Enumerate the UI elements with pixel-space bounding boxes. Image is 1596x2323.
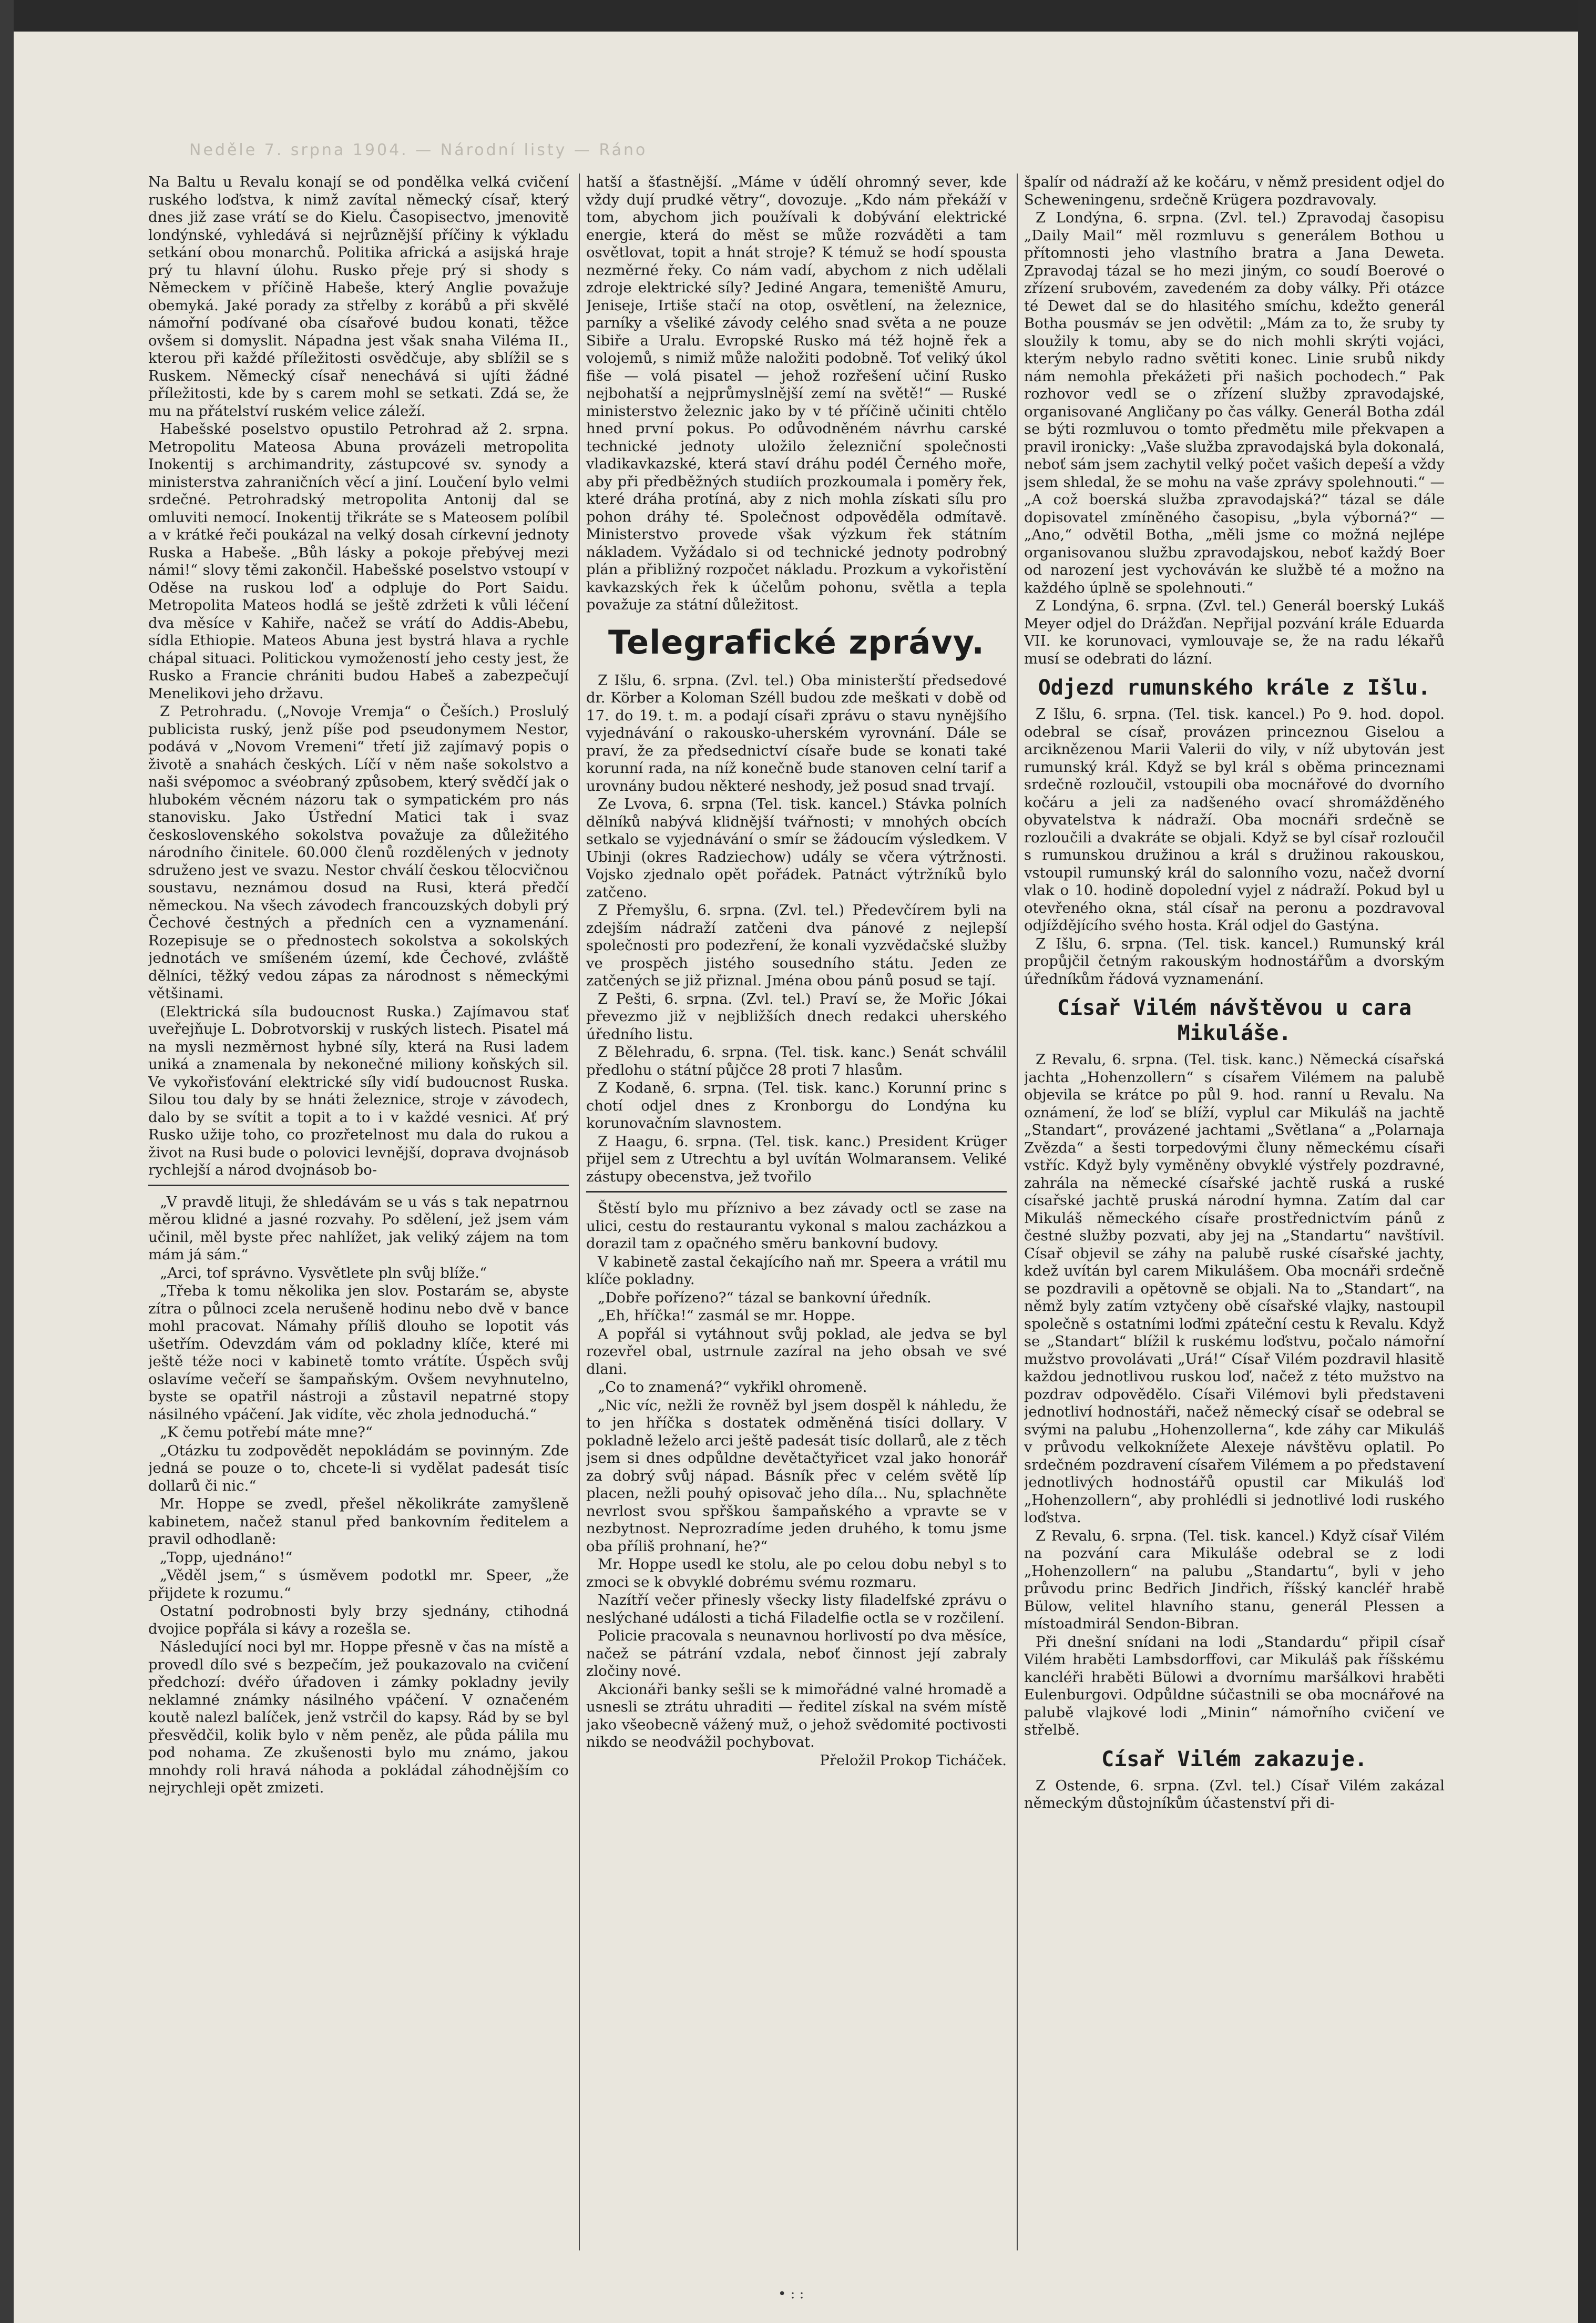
article-paragraph: „Dobře pořízeno?“ tázal se bankovní úředník. [598,1289,932,1306]
column-rule-right [1017,174,1018,2250]
article-paragraph: Následující noci byl mr. Hoppe přesně v čas na místě a provedl dílo své s bezpečím, jež poukazovalo na cvičení předchozí: dvéřo úřadoven i zámky pokladny jevily neklamné známky násilného vpáčení. V označeném koutě nalezl balíček, jenž vstrčil do kapsy. Rád by se byl přesvědčil, kolik bylo v něm peněz, ale půda pálila mu pod nohama. Ze zkušenosti bylo mu známo, jakou mnohdy roli hravá náhoda a pokládal záhodnějším co nejrychleji opět zmizeti. [148,1638,569,1796]
article-paragraph: Z Londýna, 6. srpna. (Zvl. tel.) Generál boerský Lukáš Meyer odjel do Drážďan. Nepřijal pozvání krále Eduarda VII. ke korunovaci, vymlouvaje se, že na radu lékařů musí se odebrati do lázní. [1024,597,1445,667]
bleed-through-header: Neděle 7. srpna 1904. — Národní listy — Ráno [189,141,648,159]
translator-signature: Přeložil Prokop Ticháček. [820,1751,1007,1769]
article-paragraph: „Eh, hříčka!“ zasmál se mr. Hoppe. [598,1307,856,1324]
article-paragraph: Na Baltu u Revalu konají se od pondělka velká cvičení ruského loďstva, k nimž zavítal německý císař, který dnes již zase vrátí se do Kielu. Časopisectvo, jmenovitě londýnské, vyhledává si nejrůznější příčiny k výkladu setkání obou monarchů. Politika africká a asijská hraje prý tu hlavní úlohu. Rusko přeje prý si shody s Německem v příčině Habeše, který Anglie považuje obemyká. Jaké porady za střelby z korábů a při skvělé námořní podívané oba císařové budou konati, těžce ovšem si domyslit. Nápadna jest však snaha Viléma II., kterou při každé příležitosti osvědčuje, aby sblížil se s Ruskem. Německý císař nenechává si ujíti žádné příležitosti, kde by s carem mohl se setkati. Zdá se, že mu na přátelství ruském velice záleží. [148,174,569,420]
article-paragraph: Nazítří večer přinesly všecky listy filadelfské zprávu o neslýchané události a tichá Filadelfie octla se v rozčilení. [586,1592,1007,1626]
article-paragraph: Z Išlu, 6. srpna. (Tel. tisk. kancel.) Po 9. hod. dopol. odebral se císař, provázen princeznou Giselou a arciknězenou Marii Valerii do vily, v níž ubytován jest rumunský král. Když se byl král s oběma princeznami srdečně rozloučil, vstoupili oba mocnářové do dvorního kočáru a jeli za nadšeného ovací shromážděného obyvatelstva k nádraží. Oba mocnáři srdečně se rozloučili a dvakráte se objali. Když se byl císař rozloučil s rumunskou družinou a král s družinou rakouskou, vstoupil rumunský král do salonního vozu, načež dvorní vlak o 10. hodině dopolední vyjel z nádraží. Pokud byl u otevřeného okna, stál císař na peronu a pozdravoval odjíždějícího svého hosta. Král odjel do Gastýna. [1024,706,1445,934]
article-paragraph: Z Londýna, 6. srpna. (Zvl. tel.) Zpravodaj časopisu „Daily Mail“ měl rozmluvu s generálem Bothou u přítomnosti jeho vlastního bratra a Jana Deweta. Zpravodaj tázal se ho mezi jiným, co soudí Boerové o zřízení srubovém, zavedeném za doby války. Při otázce té Dewet dal se do hlasitého smíchu, kdežto generál Botha pousmáv se jen odvětil: „Mám za to, že sruby ty sloužily k tomu, aby se do nich mohli skrýti vojáci, kterým nebylo radno světiti konec. Linie srubů nikdy nám nemohla překážeti při našich pochodech.“ Pak rozhovor vedl se o zřízení služby zpravodajské, organisované Angličany po čas války. Generál Botha zdál se býti rozmluvou o tomto předmětu mile překvapen a pravil ironicky: „Vaše služba zpravodajská byla dokonalá, neboť sám jsem zachytil velký počet vašich depeší a vždy jsem shledal, že se mohu na vaše zprávy spolehnouti.“ — „A což boerská služba zpravodajská?“ tázal se dále dopisovatel zmíněného časopisu, „byla výborná?“ — „Ano,“ odvětil Botha, „měli jsme co možná nejlépe organisovanou službu zpravodajskou, neboť každý Boer od narození jest vychováván ke službě té a možno na každého úplně se spolehnouti.“ [1024,209,1445,596]
article-paragraph: „K čemu potřebí máte mne?“ [160,1424,373,1441]
article-paragraph: „Topp, ujednáno!“ [160,1548,293,1566]
article-paragraph: špalír od nádraží až ke kočáru, v němž president odjel do Scheweningenu, srdečně Krügera pozdravovaly. [1024,174,1445,208]
section-heading-telegrams: Telegrafické zprávy. [608,623,985,661]
article-paragraph: A popřál si vytáhnout svůj poklad, ale jedva se byl rozevřel obal, ustrnule zazíral na jeho obsah ve své dlani. [586,1325,1007,1378]
article-paragraph: Akcionáři banky sešli se k mimořádné valné hromadě a usnesli se ztrátu uhraditi — ředitel získal na svém místě jako všeobecně vážený muž, o jehož svědomité poctivosti nikdo se neodvážil pochybovat. [586,1680,1007,1750]
article-paragraph: Mr. Hoppe usedl ke stolu, ale po celou dobu nebyl s to zmoci se k obvyklé dobrému svému rozmaru. [586,1556,1007,1591]
heading-wilhelm-ban: Císař Vilém zakazuje. [1101,1747,1367,1771]
article-paragraph: „Třeba k tomu několika jen slov. Postarám se, abyste zítra o půlnoci zcela nerušeně hodinu nebo dvě v bance mohl pracovat. Námahy příliš dlouho se lopotit vás ušetřím. Odevzdám vám od pokladny klíče, které mi ještě téže noci v kabinetě tomto vrátíte. Úspěch svůj oslavíme večeří se šampaňským. Ovšem nevyhnutelno, byste se opatřil nástroji a zůstavil nepatrné stopy násilného vpáčení. Jak vidíte, věc zhola jednoduchá.“ [148,1282,569,1423]
article-paragraph: Z Petrohradu. („Novoje Vremja“ o Češích.) Proslulý publicista ruský, jenž píše pod pseudonymem Nestor, podává v „Novom Vremeni“ třetí již zajímavý popis o životě a snahách českých. Líčí v něm naše sokolstvo a naši svépomoc a svéobraný způsobem, který svědčí jak o hlubokém věcném názoru tak o sympatickém pro nás stanovisku. Jako Ústřední Matici tak i svaz československého sokolstva považuje za důležitého národního činitele. 60.000 členů rozdělených v jednoty sdruženo jest ve svazu. Nestor chválí českou tělocvičnou soustavu, neznámou dosud na Rusi, která předčí německou. Na všech závodech francouzských dobyli prý Čechové čestných a předních cen a vyznamenání. Rozepisuje se o přednostech sokolstva a sokolských jednotách ve smíšeném území, kde Čechové, zvláště dělníci, těžký vedou zápas za národnost s německými většinami. [148,703,569,1002]
middle-column [586,174,1007,2250]
article-paragraph: Štěstí bylo mu příznivo a bez závady octl se zase na ulici, cestu do restaurantu vykonal s malou zacházkou a dorazil tam z opačného směru bankovní budovy. [586,1200,1007,1252]
article-paragraph: „Arci, tof správno. Vysvětlete pln svůj blíže.“ [160,1264,487,1281]
article-paragraph: Habešské poselstvo opustilo Petrohrad až 2. srpna. Metropolitu Mateosa Abuna provázeli metropolita Inokentij s archimandrity, zástupcové sv. synody a ministerstva zahraničních věcí a jiní. Loučení bylo velmi srdečné. Petrohradský metropolita Antonij dal se omluviti nemocí. Inokentij třikráte se s Mateosem políbil a v krátké řeči poukázal na velký dosah církevní jednoty Ruska a Habeše. „Bůh lásky a pokoje přebývej mezi námi!“ slovy těmi zakončil. Habešské poselstvo vstoupí v Oděse na ruskou loď a odpluje do Port Saidu. Metropolita Mateos hodlá se ještě zdržeti k vůli léčení dva měsíce v Kahiře, načež se vrátí do Addis-Abebu, sídla Ethiopie. Mateos Abuna jest bystrá hlava a rychle chápal situaci. Politickou vymožeností jeho cesty jest, že Rusko a Francie chrániti budou Habeš a zabezpečují Menelikovi jeho državu. [148,421,569,702]
column-rule-left [579,174,580,2250]
article-paragraph: Ze Lvova, 6. srpna (Tel. tisk. kancel.) Stávka polních dělníků nabývá klidnější tvářnosti; v mnohých obcích setkalo se vyjednávání o smír se žádoucím výsledkem. V Ubinji (okres Radziechow) udály se včera výtržnosti. Vojsko zjednalo opět pořádek. Patnáct výtržníků bylo zatčeno. [586,796,1007,901]
article-paragraph: Mr. Hoppe se zvedl, přešel několikráte zamyšleně kabinetem, načež stanul před bankovním ředitelem a pravil odhodlaně: [148,1495,569,1547]
scan-top-edge [0,0,1596,32]
heading-wilhelm-visit: Císař Vilém návštěvou u cara Mikuláše. [1057,996,1412,1045]
article-paragraph: Z Pešti, 6. srpna. (Zvl. tel.) Praví se, že Mořic Jókai převezmo již v nejbližších dnech redakci uherského úředního listu. [586,990,1007,1043]
article-paragraph: Z Bělehradu, 6. srpna. (Tel. tisk. kanc.) Senát schválil předlohu o státní půjčce 28 proti 7 hlasům. [586,1044,1007,1078]
article-paragraph: Z Haagu, 6. srpna. (Tel. tisk. kanc.) President Krüger přijel sem z Utrechtu a byl uvítán Wolmaransem. Veliké zástupy obecenstva, jež tvořilo [586,1133,1007,1185]
article-paragraph: Z Ostende, 6. srpna. (Zvl. tel.) Císař Vilém zakázal německým důstojníkům účastenství při di- [1024,1777,1445,1811]
article-paragraph: V kabinetě zastal čekajícího naň mr. Speera a vrátil mu klíče pokladny. [586,1253,1007,1288]
section-divider [586,1191,1007,1193]
article-paragraph: Při dnešní snídani na lodi „Standardu“ připil císař Vilém hraběti Lambsdorffovi, car Mikuláš pak říšskému kancléři hraběti Bülowi a dvornímu maršálkovi hraběti Eulenburgovi. Odpůldne súčastnili se oba mocnářové na palubě vlajkové lodi „Minin“ námořního cvičení ve střelbě. [1024,1633,1445,1738]
article-paragraph: „Co to znamená?“ vykřikl ohromeně. [598,1379,867,1395]
article-paragraph: hatší a šťastnější. „Máme v údělí ohromný sever, kde vždy dují prudké větry“, dovozuje. „Kdo nám překáží v tom, abychom jich používali k dobývání elektrické energie, která do měst se může rozváděti a tam osvětlovat, topit a hnát stroje? K témuž se hodí spousta nezměrné řeky. Co nám vadí, abychom z nich udělali zdroje elektrické síly? Jediné Angara, temeniště Amuru, Jeniseje, Irtiše stačí na otop, osvětlení, na železnice, parníky a všeliké závody celého snad světa a ne pouze Sibiře a Uralu. Evropské Rusko má též hojně řek a volojemů, s nimiž může naložiti podobně. Toť veliký úkol fiše — volá pisatel — jehož rozřešení učiní Rusko nejbohatší a nejprůmyslnější zemí na světě!“ — Ruské ministerstvo železnic jako by v té příčině učiniti chtělo hned první pokus. Po odůvodněném návrhu carské technické jednoty uložilo železniční společnosti vladikavkazské, která staví dráhu podél Černého moře, aby při předběžných studiích prozkoumala i poměry řek, které dráha protíná, aby z nich mohla získati sílu pro pohon dráhy té. Společnost odpověděla odmítavě. Ministerstvo provede však výzkum řek státním nákladem. Vyžádalo si od technické jednoty podrobný plán a přibližný rozpočet nákladu. Prozkum a vykořistění kavkazských řek k účelům pohonu, světla a tepla považuje za státní důležitost. [586,174,1007,613]
article-paragraph: „Otázku tu zodpovědět nepokládám se povinným. Zde jedná se pouze o to, chcete-li si vydělat padesát tisíc dollarů či nic.“ [148,1442,569,1494]
section-divider [148,1185,569,1186]
right-column [1024,174,1445,2250]
article-paragraph: Z Kodaně, 6. srpna. (Tel. tisk. kanc.) Korunní princ s chotí odjel dnes z Kronborgu do Londýna ku korunovačním slavnostem. [586,1079,1007,1132]
left-column [148,174,569,2250]
article-paragraph: (Elektrická síla budoucnost Ruska.) Zajímavou stať uveřejňuje L. Dobrotvorskij v ruských listech. Pisatel má na mysli nezměrnost hybné síly, která na Rusi ladem uniká a znamenala by nekonečné miliony koňských sil. Ve vykořisťování elektrické síly vidí budoucnost Ruska. Silou tou daly by se hnáti železnice, stroje v závodech, dalo by se svítit a topit a to i v každé vesnici. Ať prý Rusko užije toho, co prozřetelnost mu dala do rukou a život na Rusi bude o polovici levnější, doprava dvojnásob rychlejší a národ dvojnásob bo- [148,1003,569,1178]
article-paragraph: „Nic víc, nežli že rovněž byl jsem dospěl k náhledu, že to jen hříčka s dostatek odměněná tisíci dollary. V pokladně leželo arci ještě padesát tisíc dollarů, ale z těch jsem si dnes odpůldne devětačtyřicet vzal jako honorář za dobrý svůj nápad. Básník přec v celém světě líp placen, nežli pouhý opisovač jeho díla... Nu, splachněte nevrlost svou spřškou šampaňského a vpravte se v nezbytnost. Neprozradíme jeden druhého, k tomu jsme oba příliš prohnaní, he?“ [586,1397,1007,1555]
article-paragraph: Z Revalu, 6. srpna. (Tel. tisk. kancel.) Když císař Vilém na pozvání cara Mikuláše odebral se z lodi „Hohenzollern“ na palubu „Standartu“, byli v jeho průvodu princ Bedřich Jindřich, říšský kancléř hrabě Bülow, velitel hlavního stanu, generál Plessen a místoadmirál Sendon-Bibran. [1024,1527,1445,1632]
scan-left-edge [0,0,14,2323]
heading-romanian-king: Odjezd rumunského krále z Išlu. [1038,676,1431,700]
article-paragraph: „V pravdě lituji, že shledávám se u vás s tak nepatrnou měrou klidné a jasné rozvahy. Po sdělení, jež jsem vám učinil, měl byste přec nahlížet, jak veliký zájem na tom mám já sám.“ [148,1193,569,1263]
article-paragraph: Z Revalu, 6. srpna. (Tel. tisk. kanc.) Německá císařská jachta „Hohenzollern“ s císařem Vilémem na palubě objevila se krátce po půl 9. hod. ranní u Revalu. Na oznámení, že loď se blíží, vyplul car Mikuláš na jachtě „Standart“, provázené jachtami „Světlana“ a „Polarnaja Zvězda“ a šesti torpedovými čluny německému císaři vstříc. Když byly vyměněny obvyklé výstřely pozdravné, zahrála na německé císařské jachtě ruská a ruské císařské jachtě pruská národní hymna. Zatím dal car Mikuláš německého císaře prostřednictvím pánů z čestné služby pozvati, aby jej na „Standartu“ navštívil. Císař objevil se záhy na palubě ruské císařské jachty, kdež uvítán byl carem Mikulášem. Oba mocnáři srdečně se pozdravili a opětovně se objali. Na to „Standart“, na němž byly zatím vztyčeny obě císařské vlajky, nastoupil společně s ostatními loďmi zpáteční cestu k Revalu. Když se „Standart“ blížil k ruskému loďstvu, počalo námořní mužstvo provolávati „Urá!“ Císař Vilém pozdravil hlasitě každou jednotlivou ruskou loď, načež z této mužstvo na pozdrav odpovědělo. Císaři Vilémovi byli představeni jednotliví hodnostáři, načež německý císař se odebral se svými na palubu „Hohenzollerna“, kde záhy car Mikuláš v průvodu velkoknížete Alexeje návštěvu oplatil. Po srdečném pozdravení císařem Vilémem a po představení jednotlivých hodnostářů opustil car Mikuláš loď „Hohenzollern“, aby prohlédli si jednotlivé lodi ruského loďstva. [1024,1051,1445,1526]
article-paragraph: Policie pracovala s neunavnou horlivostí po dva měsíce, načež se pátrání vzdala, neboť činnost její zabraly zločiny nové. [586,1627,1007,1679]
article-paragraph: Z Přemyšlu, 6. srpna. (Zvl. tel.) Předevčírem byli na zdejším nádraží zatčeni dva pánové z nejlepší společnosti pro podezření, že konali vyzvědačské služby ve prospěch jistého sousedního státu. Jeden ze zatčených se již přiznal. Jména obou pánů posud se tají. [586,902,1007,989]
article-paragraph: Z Išlu, 6. srpna. (Tel. tisk. kancel.) Rumunský král propůjčil četným rakouským hodnostářům a dvorským úředníkům řádová vyznamenání. [1024,935,1445,987]
scan-right-edge [1578,0,1596,2323]
article-paragraph: „Věděl jsem,“ s úsměvem podotkl mr. Speer, „že přijdete k rozumu.“ [148,1567,569,1602]
article-paragraph: Z Išlu, 6. srpna. (Zvl. tel.) Oba ministerští předsedové dr. Körber a Koloman Széll budou zde meškati v době od 17. do 19. t. m. a podají císaři zprávu o stavu nynějšího vyjednávání o rakousko-uherském vyrovnání. Dále se praví, že za předsednictví císaře bude se konati také korunní rada, na níž konečně bude stanoven celní tarif a urovnány budou některé neshody, jež posud snad trvají. [586,671,1007,794]
article-paragraph: Ostatní podrobnosti byly brzy sjednány, ctihodná dvojice popřála si kávy a rozešla se. [148,1603,569,1637]
footer-mark: • : : [778,2286,804,2302]
